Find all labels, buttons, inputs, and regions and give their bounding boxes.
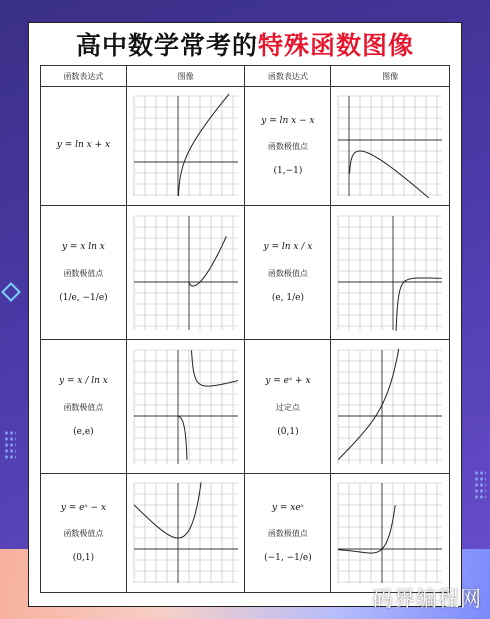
- watermark: 码界编程网: [372, 587, 482, 611]
- expr-cell: [41, 206, 127, 340]
- function-table-card: [28, 22, 462, 607]
- expr-cell: [245, 474, 331, 593]
- expression: y = eˣ − x: [60, 502, 107, 513]
- graph-ex-plus-x: [334, 346, 446, 468]
- graph-lnx-plus-x: [130, 92, 242, 200]
- decor-diamond: [1, 282, 21, 302]
- title-highlight: 特殊函数图像: [258, 31, 415, 60]
- expression: y = x ln x: [61, 242, 105, 253]
- function-curve: [178, 94, 229, 196]
- graph-lnx-minus-x: [334, 92, 446, 200]
- function-table: [40, 65, 450, 593]
- graph-cell: [331, 474, 450, 593]
- table-row: [41, 87, 450, 206]
- label: 函数极值点: [63, 529, 104, 539]
- expression: y = x / ln x: [59, 376, 108, 387]
- graph-x-ex: [334, 479, 446, 587]
- label: 函数极值点: [63, 268, 104, 278]
- function-curve: [338, 505, 395, 553]
- point: (−1, −1/e): [264, 553, 312, 564]
- header-expr-right: 函数表达式: [245, 66, 331, 87]
- grid: [338, 350, 442, 464]
- function-curve: [338, 348, 399, 459]
- label: 过定点: [275, 402, 300, 412]
- function-curve: [350, 151, 429, 198]
- label: 函数极值点: [267, 268, 308, 278]
- graph-cell: [126, 87, 245, 206]
- point: (1/e, −1/e): [59, 292, 108, 303]
- decor-dots-right: [474, 470, 486, 500]
- label: 函数极值点: [267, 142, 308, 152]
- table-header-row: [41, 66, 450, 87]
- table-row: [41, 340, 450, 474]
- expression: y = ln x − x: [261, 115, 315, 126]
- label: 函数极值点: [267, 529, 308, 539]
- expression: y = ln x / x: [263, 242, 313, 253]
- header-graph-right: 图像: [331, 66, 450, 87]
- table-row: [41, 206, 450, 340]
- label: 函数极值点: [63, 402, 104, 412]
- decor-dots-left: [4, 430, 16, 460]
- point: (0,1): [277, 426, 299, 437]
- graph-cell: [126, 206, 245, 340]
- expression: y = eˣ + x: [265, 376, 311, 387]
- grid: [134, 96, 238, 196]
- header-expr-left: 函数表达式: [41, 66, 127, 87]
- point: (e,e): [73, 426, 94, 437]
- expr-cell: [41, 474, 127, 593]
- point: (1,−1): [273, 166, 303, 177]
- graph-cell: [331, 340, 450, 474]
- grid: [134, 216, 238, 330]
- point: (e, 1/e): [271, 292, 304, 303]
- expr-cell: [245, 340, 331, 474]
- page-title: [29, 23, 461, 65]
- graph-cell: [126, 340, 245, 474]
- graph-ex-minus-x: [130, 479, 242, 587]
- grid: [134, 483, 238, 583]
- graph-cell: [331, 206, 450, 340]
- expr-cell: [41, 340, 127, 474]
- grid: [338, 216, 442, 330]
- expr-cell: [41, 87, 127, 206]
- graph-lnx-over-x: [334, 212, 446, 334]
- title-main: 高中数学常考的: [75, 31, 258, 60]
- function-curve: [134, 482, 201, 538]
- graph-cell: [331, 87, 450, 206]
- point: (0,1): [72, 553, 95, 564]
- function-curve: [189, 236, 226, 286]
- graph-x-over-lnx: [130, 346, 242, 468]
- expression: y = ln x + x: [56, 140, 111, 151]
- table-row: [41, 474, 450, 593]
- grid: [338, 96, 442, 196]
- function-curve: [396, 278, 442, 331]
- expression: y = xeˣ: [271, 502, 304, 513]
- graph-cell: [126, 474, 245, 593]
- expr-cell: [245, 206, 331, 340]
- graph-x-lnx: [130, 212, 242, 334]
- header-graph-left: 图像: [126, 66, 245, 87]
- expr-cell: [245, 87, 331, 206]
